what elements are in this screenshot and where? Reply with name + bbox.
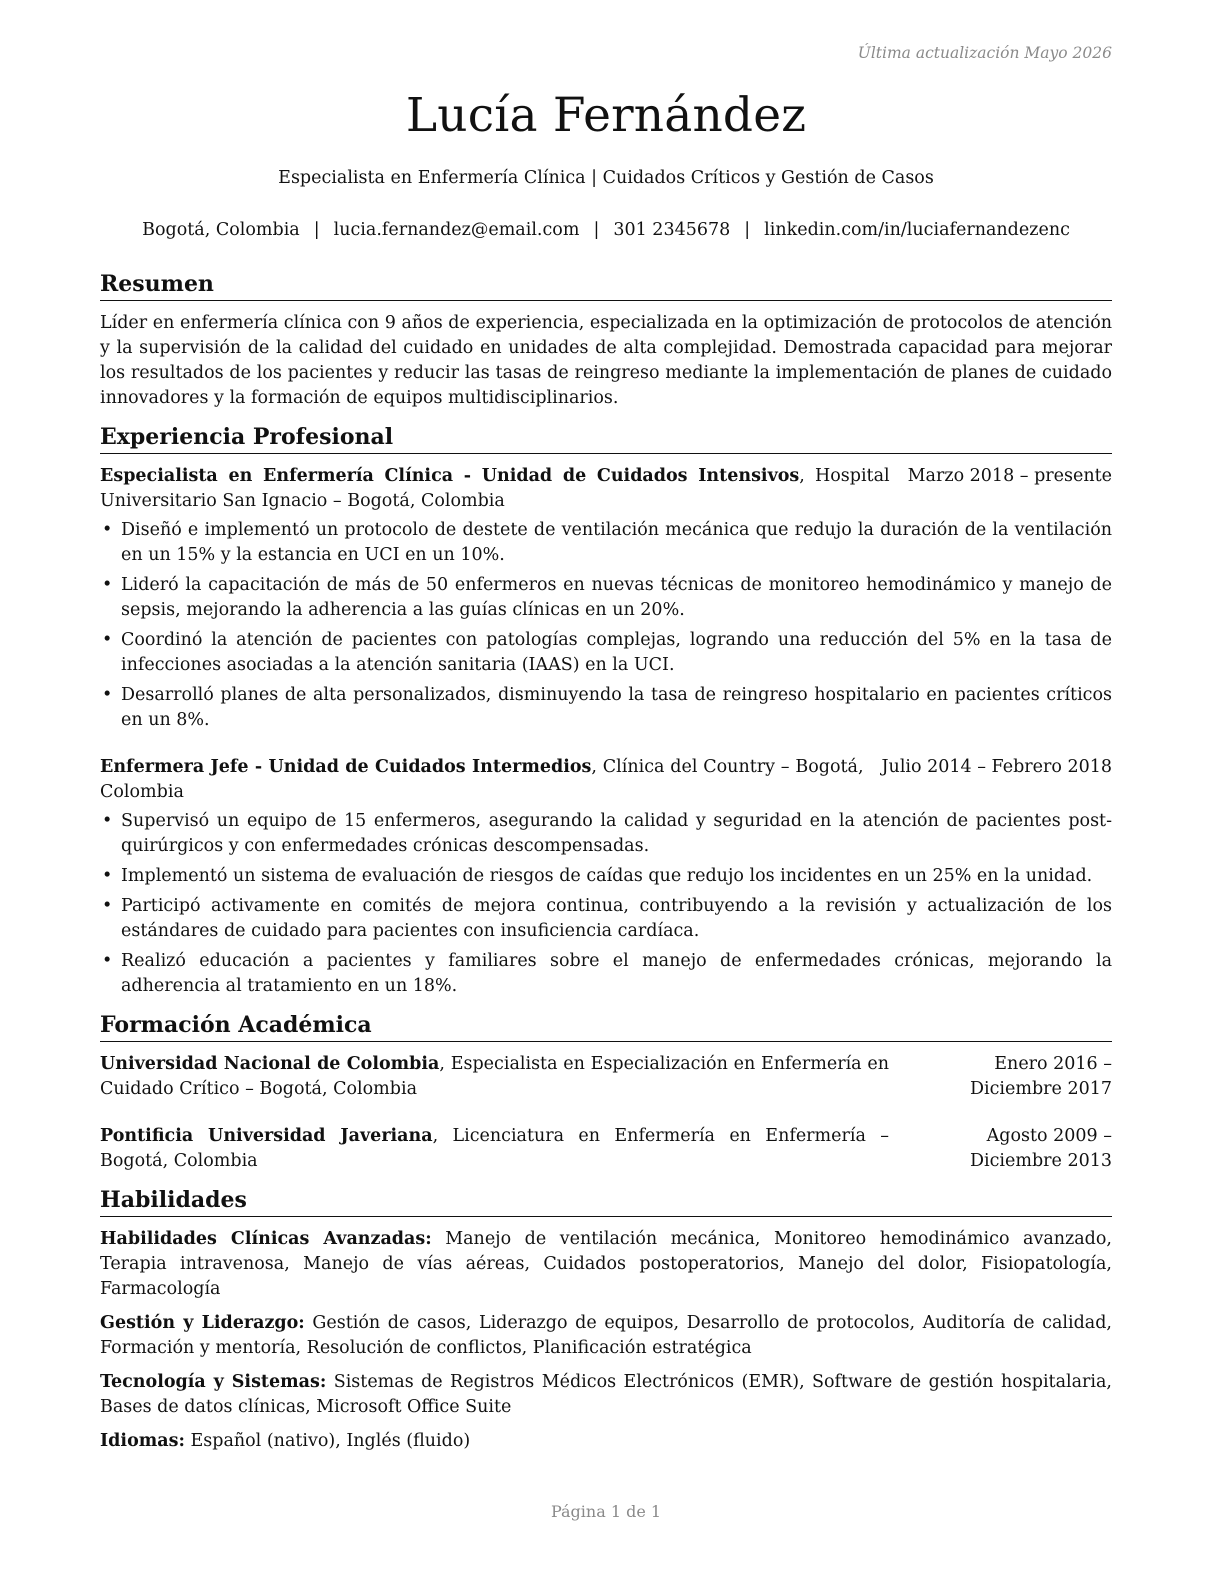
skill-group-text: Manejo de ventilación mecánica, Monitoreo hemodinámico avanzado, Terapia intravenosa, Manejo de vías aéreas, Cuidados postoperatorios, Manejo del dolor, Fisiopatología, Farmacología — [100, 1229, 1112, 1299]
last-updated-note: Última actualización Mayo 2026 — [857, 44, 1112, 62]
education-line — [100, 1124, 889, 1174]
contact-location: Bogotá, Colombia — [142, 220, 300, 240]
contact-linkedin: linkedin.com/in/luciafernandezenc — [764, 220, 1070, 240]
job-title-line — [100, 755, 864, 805]
skill-group — [100, 1370, 1112, 1420]
contact-separator: | — [593, 220, 600, 240]
candidate-tagline: Especialista en Enfermería Clínica | Cuidados Críticos y Gestión de Casos — [278, 168, 934, 188]
job-entry — [100, 755, 1112, 999]
job-achievements — [100, 518, 1112, 733]
candidate-name: Lucía Fernández — [405, 88, 807, 143]
education-dates: Enero 2016 – Diciembre 2017 — [970, 1054, 1112, 1099]
job-title-line — [100, 464, 890, 514]
resume-content — [100, 270, 1112, 1466]
job-header — [100, 755, 1112, 805]
contact-line — [80, 220, 1132, 240]
list-item: • Lideró la capacitación de más de 50 enfermeros en nuevas técnicas de monitoreo hemodinámico y manejo de sepsis, mejorando la adherencia a las guías clínicas en un 20%. — [100, 573, 1112, 623]
education-entry — [100, 1124, 1112, 1174]
contact-separator: | — [744, 220, 751, 240]
list-item: • Participó activamente en comités de mejora continua, contribuyendo a la revisión y actualización de los estándares de cuidado para pacientes con insuficiencia cardíaca. — [100, 894, 1112, 944]
education-degree: , Especialista en Especialización en Enfermería en Cuidado Crítico – Bogotá, Colombia — [100, 1054, 889, 1099]
job-achievements — [100, 809, 1112, 999]
skills-section — [100, 1186, 1112, 1454]
education-degree: , Licenciatura en Enfermería en Enfermería – Bogotá, Colombia — [100, 1126, 889, 1171]
job-title: Enfermera Jefe - Unidad de Cuidados Intermedios — [100, 757, 592, 777]
resume-page — [100, 0, 1112, 1584]
job-header — [100, 464, 1112, 514]
list-item: • Diseñó e implementó un protocolo de destete de ventilación mecánica que redujo la duración de la ventilación en un 15% y la estancia en UCI en un 10%. — [100, 518, 1112, 568]
education-section — [100, 1011, 1112, 1174]
job-title: Especialista en Enfermería Clínica - Unidad de Cuidados Intensivos — [100, 466, 800, 486]
list-item: • Supervisó un equipo de 15 enfermeros, asegurando la calidad y seguridad en la atención de pacientes post-quirúrgicos y con enfermedades crónicas descompensadas. — [100, 809, 1112, 859]
education-institution: Universidad Nacional de Colombia — [100, 1054, 440, 1074]
contact-separator: | — [313, 220, 320, 240]
job-dates: Marzo 2018 – presente — [907, 466, 1112, 486]
skill-group — [100, 1311, 1112, 1361]
list-item: • Implementó un sistema de evaluación de riesgos de caídas que redujo los incidentes en un 25% en la unidad. — [100, 864, 1112, 889]
summary-section — [100, 270, 1112, 411]
skill-group-label: Habilidades Clínicas Avanzadas: — [100, 1229, 432, 1249]
section-heading-skills: Habilidades — [100, 1186, 1112, 1217]
skill-group-text: Gestión de casos, Liderazgo de equipos, Desarrollo de protocolos, Auditoría de calidad, Formación y mentoría, Resolución de conflictos, Planificación estratégica — [100, 1313, 1112, 1358]
education-institution: Pontificia Universidad Javeriana — [100, 1126, 433, 1146]
skill-group — [100, 1429, 1112, 1454]
skill-group-label: Idiomas: — [100, 1431, 185, 1451]
education-entry — [100, 1052, 1112, 1102]
summary-text: Líder en enfermería clínica con 9 años de experiencia, especializada en la optimización de protocolos de atención y la supervisión de la calidad del cuidado en unidades de alta complejidad. Demostrada capacidad para mejorar los resultados de los pacientes y reducir las tasas de reingreso mediante la implementación de planes de cuidado innovadores y la formación de equipos multidisciplinarios. — [100, 313, 1112, 408]
job-entry — [100, 464, 1112, 733]
section-heading-summary: Resumen — [100, 270, 1112, 301]
education-header — [100, 1052, 1112, 1102]
page-number: Página 1 de 1 — [550, 1502, 662, 1521]
skill-group-text: Sistemas de Registros Médicos Electrónicos (EMR), Software de gestión hospitalaria, Bases de datos clínicas, Microsoft Office Suite — [100, 1372, 1112, 1417]
job-employer: , Hospital Universitario San Ignacio – Bogotá, Colombia — [100, 466, 890, 511]
education-line — [100, 1052, 889, 1102]
contact-email: lucia.fernandez@email.com — [333, 220, 580, 240]
experience-section — [100, 423, 1112, 999]
section-heading-education: Formación Académica — [100, 1011, 1112, 1042]
skill-group — [100, 1227, 1112, 1302]
job-dates: Julio 2014 – Febrero 2018 — [881, 757, 1112, 777]
list-item: • Desarrolló planes de alta personalizados, disminuyendo la tasa de reingreso hospitalario en pacientes críticos en un 8%. — [100, 683, 1112, 733]
job-employer: , Clínica del Country – Bogotá, Colombia — [100, 757, 864, 802]
skill-group-text: Español (nativo), Inglés (fluido) — [184, 1431, 471, 1451]
education-dates: Agosto 2009 – Diciembre 2013 — [970, 1126, 1112, 1171]
list-item: • Realizó educación a pacientes y familiares sobre el manejo de enfermedades crónicas, mejorando la adherencia al tratamiento en un 18%. — [100, 949, 1112, 999]
list-item: • Coordinó la atención de pacientes con patologías complejas, logrando una reducción del 5% en la tasa de infecciones asociadas a la atención sanitaria (IAAS) en la UCI. — [100, 628, 1112, 678]
contact-phone: 301 2345678 — [613, 220, 731, 240]
education-header — [100, 1124, 1112, 1174]
skill-group-label: Tecnología y Sistemas: — [100, 1372, 327, 1392]
section-heading-experience: Experiencia Profesional — [100, 423, 1112, 454]
skill-group-label: Gestión y Liderazgo: — [100, 1313, 305, 1333]
